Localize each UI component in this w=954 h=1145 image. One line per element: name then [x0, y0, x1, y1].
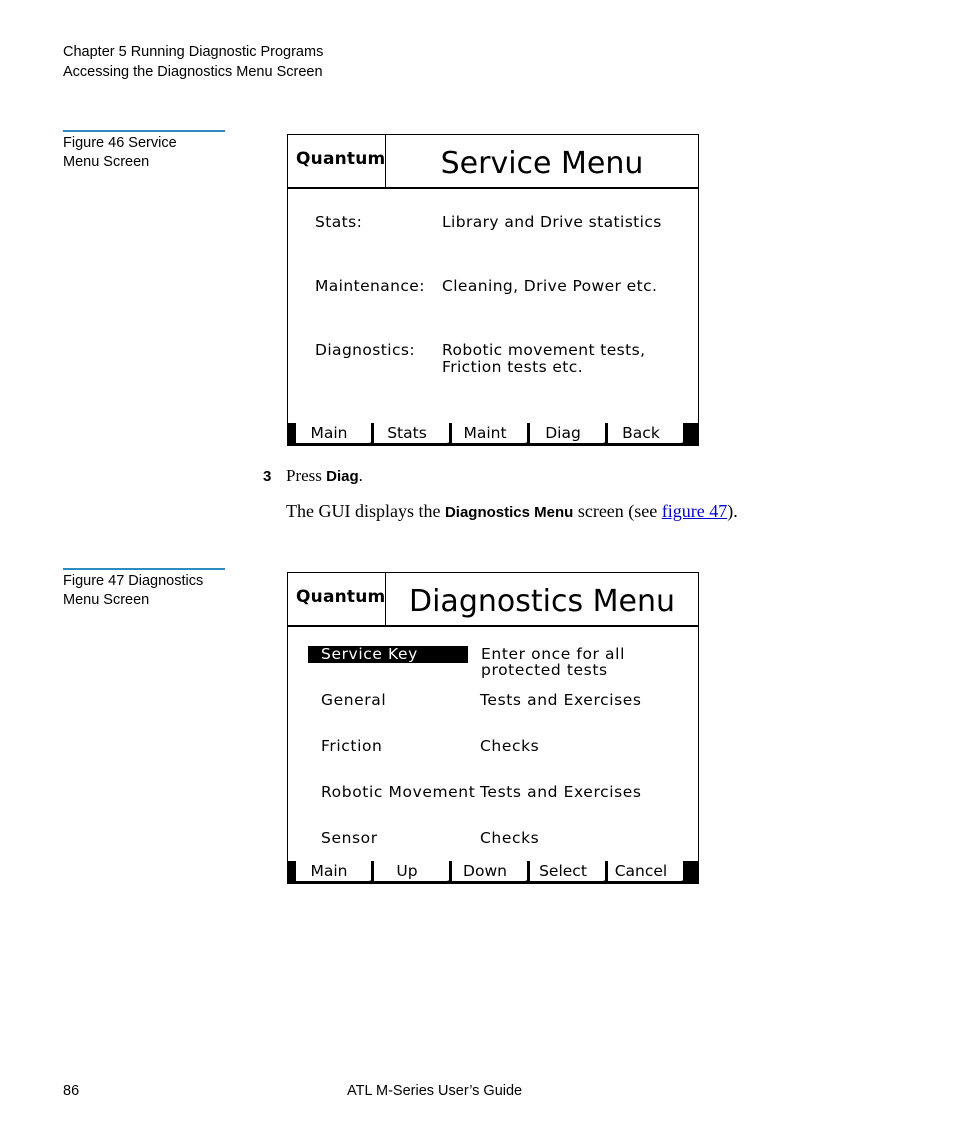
diagnostics-menu-screen: [287, 572, 699, 884]
section-title: Accessing the Diagnostics Menu Screen: [63, 64, 323, 80]
screen-header: [288, 573, 698, 627]
softkey-maint[interactable]: [452, 423, 530, 443]
softkey-up-label: Up: [396, 862, 418, 880]
softkey-main[interactable]: [296, 423, 374, 443]
quantum-logo: Quantum: [288, 135, 386, 187]
chapter-title: Chapter 5 Running Diagnostic Programs: [63, 44, 324, 60]
figure-46-caption-line1: Figure 46 Service: [63, 135, 177, 151]
paragraph-text-end: ).: [727, 501, 738, 521]
menu-item-general-desc: Tests and Exercises: [480, 691, 642, 709]
service-row-diagnostics-desc: [442, 342, 645, 376]
guide-title: ATL M-Series User’s Guide: [347, 1083, 523, 1099]
figure-47-caption: [63, 568, 225, 610]
service-row-stats-desc: Library and Drive statistics: [442, 213, 662, 231]
service-row-diagnostics-desc-line1: Robotic movement tests,: [442, 341, 646, 359]
screen-header: [288, 135, 698, 189]
softkey-bar: [288, 423, 698, 445]
service-row-diagnostics-desc-line2: Friction tests etc.: [442, 358, 584, 376]
step-text: Press: [286, 466, 327, 485]
menu-item-service-key-desc: [481, 646, 625, 678]
softkey-down[interactable]: [452, 861, 530, 881]
softkey-bar: [288, 861, 698, 883]
figure-46-caption: [63, 130, 225, 172]
softkey-select[interactable]: [530, 861, 608, 881]
figure-47-link[interactable]: figure 47: [661, 501, 728, 521]
step-number: 3: [263, 468, 272, 485]
figure-46-caption-line2: Menu Screen: [63, 154, 150, 170]
softkey-cancel-label: Cancel: [614, 862, 668, 880]
paragraph-ui-term: Diagnostics Menu: [444, 504, 574, 521]
softkey-maint-label: Maint: [463, 424, 507, 442]
softkey-down-label: Down: [463, 862, 507, 880]
paragraph-text-mid: screen (see: [573, 501, 662, 521]
screen-title: Service Menu: [440, 146, 644, 181]
softkey-main-label: Main: [310, 424, 348, 442]
step-text-end: .: [358, 466, 363, 485]
menu-item-robotic-movement[interactable]: Robotic Movement: [321, 783, 476, 801]
softkey-stats-label: Stats: [387, 424, 427, 442]
softkey-cancel[interactable]: [608, 861, 686, 881]
service-key-desc-line1: Enter once for all: [481, 645, 625, 663]
page-number: 86: [63, 1083, 80, 1099]
menu-item-robotic-movement-desc: Tests and Exercises: [480, 783, 642, 801]
service-row-diagnostics-label: Diagnostics:: [315, 341, 415, 359]
softkey-main-label: Main: [310, 862, 348, 880]
running-head: [63, 42, 323, 82]
step-ui-term: Diag: [326, 468, 359, 485]
menu-item-friction-desc: Checks: [480, 737, 540, 755]
service-row-maintenance-desc: Cleaning, Drive Power etc.: [442, 277, 658, 295]
paragraph-text-start: The GUI displays the: [286, 501, 445, 521]
softkey-diag[interactable]: [530, 423, 608, 443]
menu-item-sensor-desc: Checks: [480, 829, 540, 847]
service-row-maintenance-label: Maintenance:: [315, 277, 425, 295]
menu-item-general[interactable]: General: [321, 691, 387, 709]
service-key-desc-line2: protected tests: [481, 661, 608, 679]
figure-47-caption-line1: Figure 47 Diagnostics: [63, 573, 204, 589]
step-3: [263, 466, 363, 487]
service-menu-screen: [287, 134, 699, 446]
softkey-select-label: Select: [539, 862, 587, 880]
quantum-logo: Quantum: [288, 573, 386, 625]
body-paragraph: [286, 500, 738, 524]
softkey-back[interactable]: [608, 423, 686, 443]
softkey-main[interactable]: [296, 861, 374, 881]
screen-title: Diagnostics Menu: [409, 584, 675, 619]
softkey-stats[interactable]: [374, 423, 452, 443]
menu-item-sensor[interactable]: Sensor: [321, 829, 378, 847]
service-row-stats-label: Stats:: [315, 213, 363, 231]
figure-47-caption-line2: Menu Screen: [63, 592, 150, 608]
softkey-back-label: Back: [622, 424, 660, 442]
softkey-up[interactable]: [374, 861, 452, 881]
menu-item-friction[interactable]: Friction: [321, 737, 383, 755]
softkey-diag-label: Diag: [545, 424, 581, 442]
menu-item-service-key[interactable]: Service Key: [308, 646, 468, 663]
